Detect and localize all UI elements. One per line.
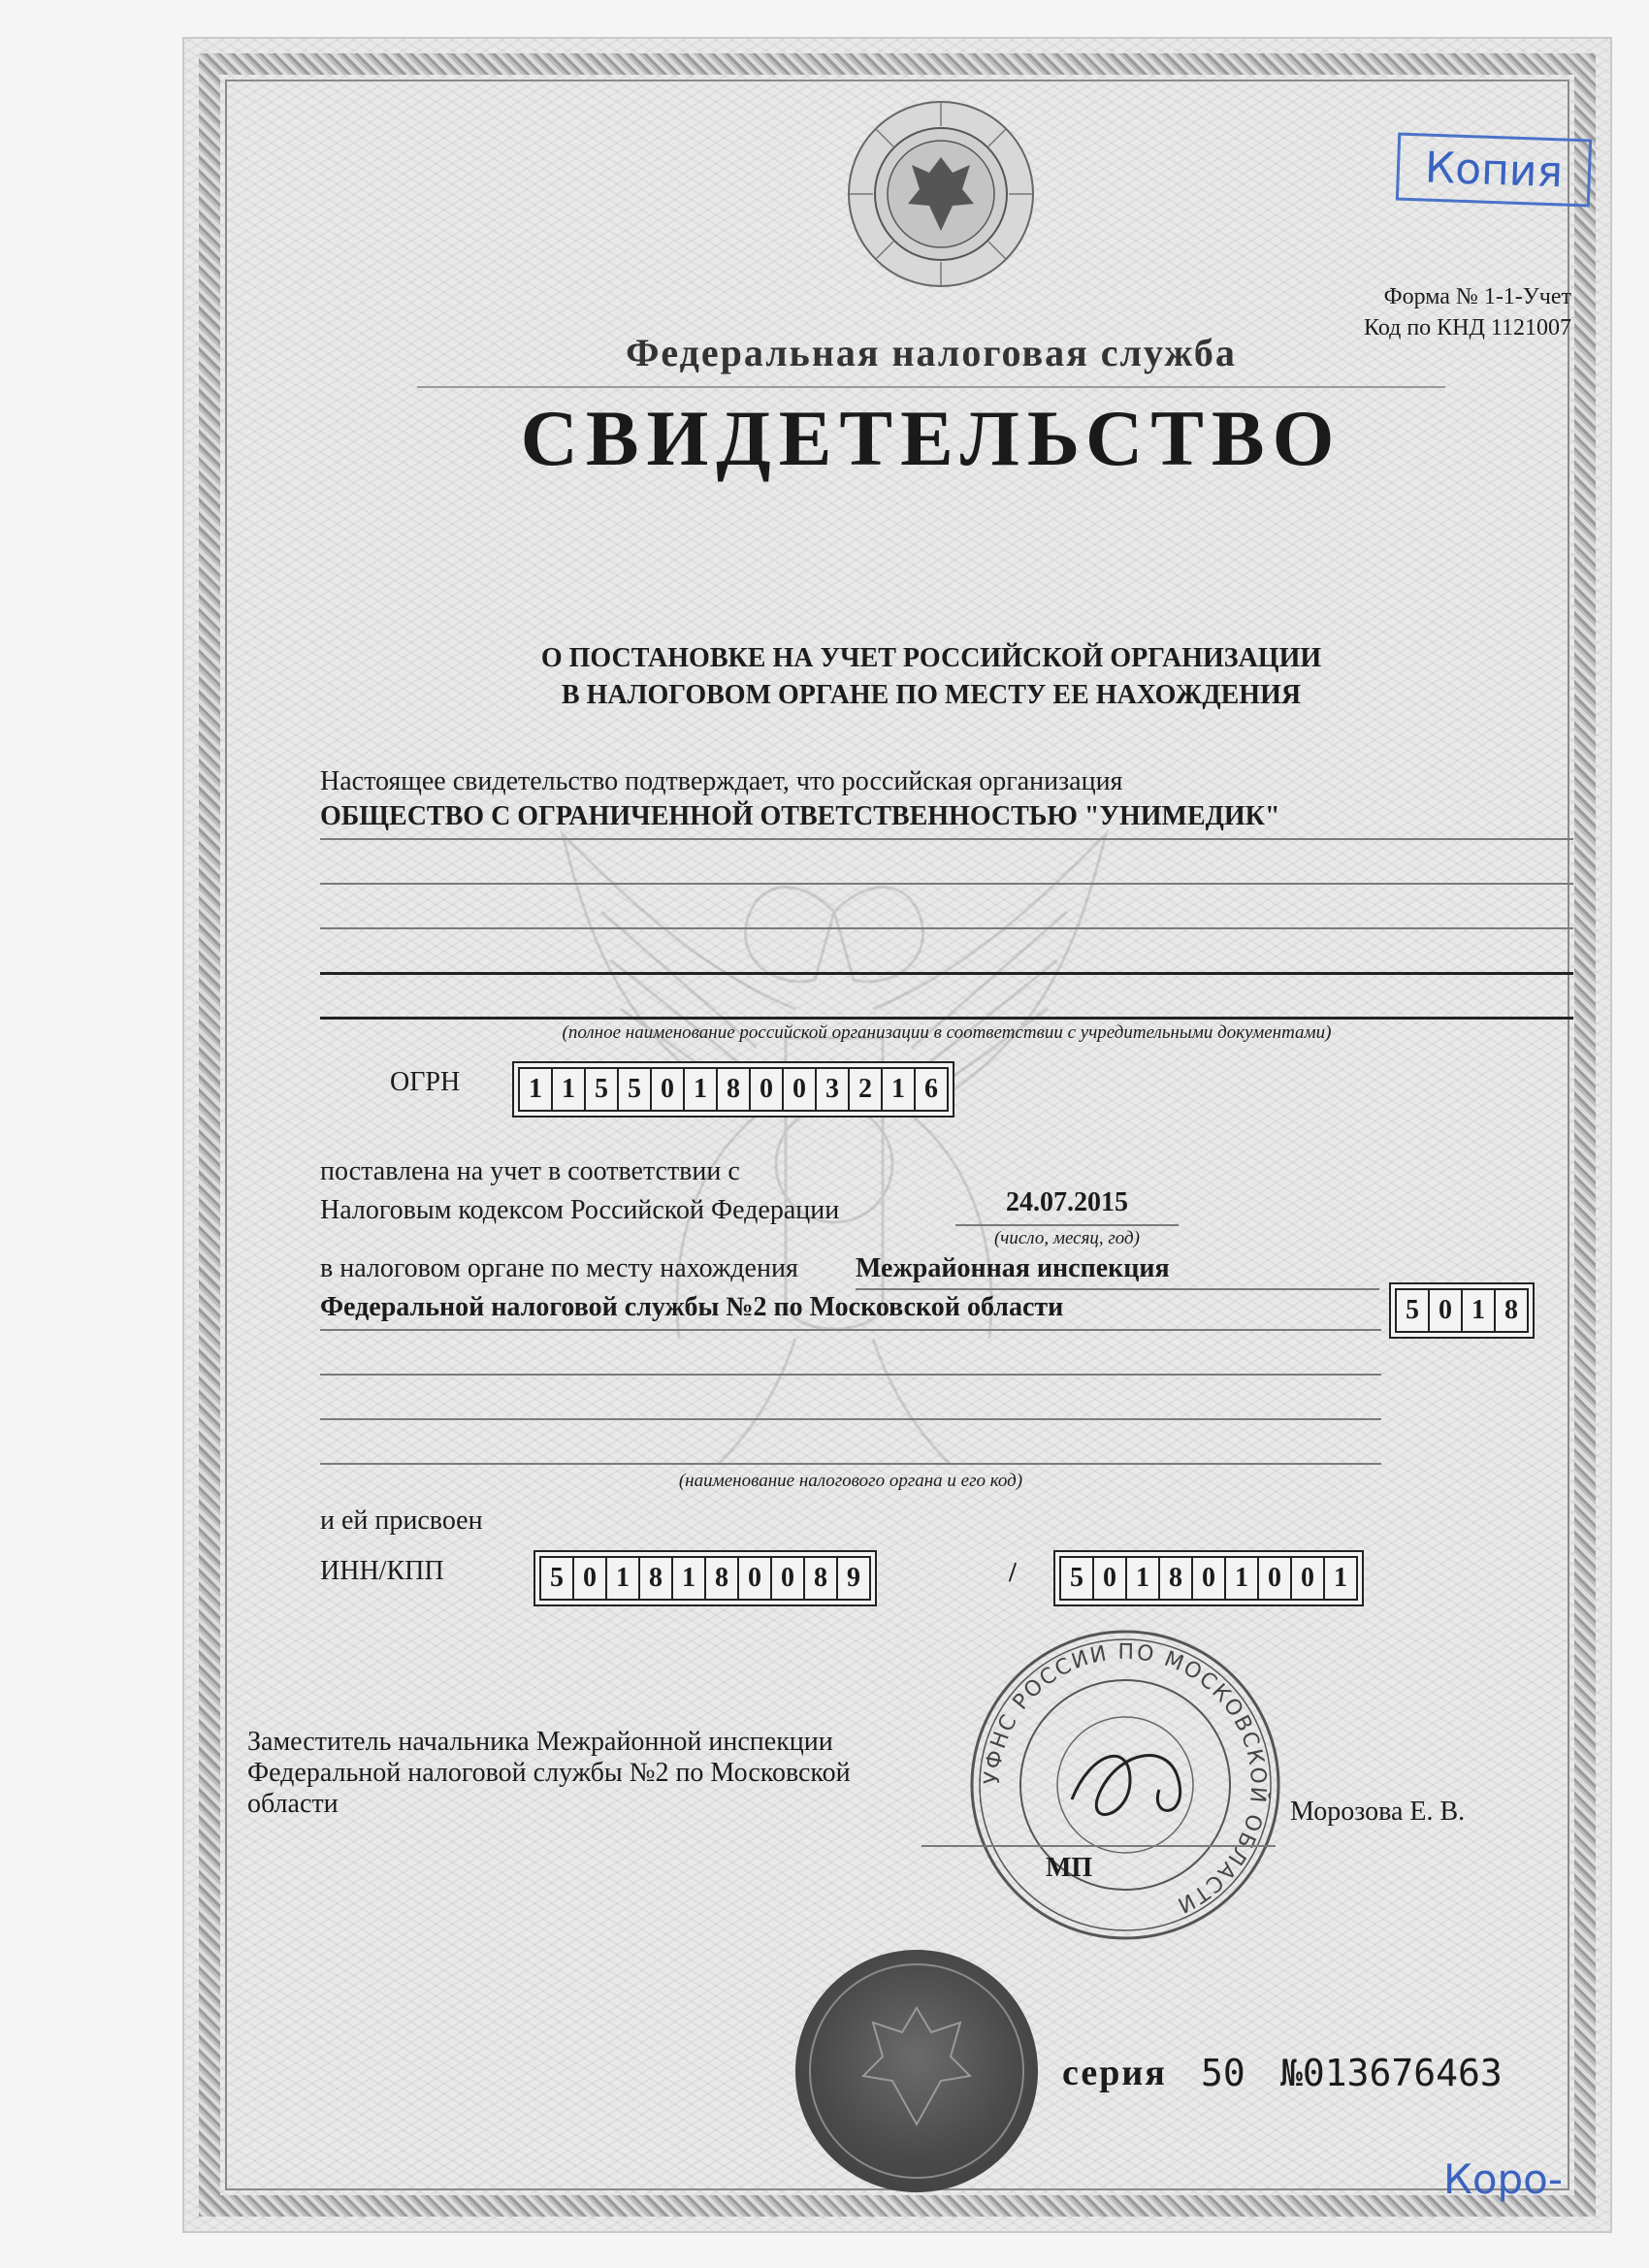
assigned-text: и ей присвоен [320,1506,483,1536]
signatory-name: Морозова Е. В. [1290,1797,1466,1827]
signatory-position-line-3: области [247,1789,339,1819]
registration-date: 24.07.2015 [1006,1187,1128,1217]
series-value: 50 [1201,2052,1245,2094]
date-caption: (число, месяц, год) [993,1228,1140,1248]
org-line-4 [320,972,1573,975]
ogrn-label: ОГРН [390,1067,461,1097]
authority-line-1 [856,1288,1379,1290]
ogrn-digit: 0 [782,1067,817,1112]
document-title: СВИДЕТЕЛЬСТВО [520,394,1342,482]
blue-stamp-fragment: Коро- [1443,2155,1564,2203]
tax-authority-code [1389,1282,1535,1339]
kpp-digit: 1 [1224,1556,1259,1601]
kpp-digit: 0 [1290,1556,1325,1601]
org-line-1 [320,838,1573,840]
fns-emblem-icon [844,97,1038,291]
date-line [955,1224,1179,1226]
tax-code-digit: 1 [1461,1288,1496,1333]
knd-code: Код по КНД 1121007 [1364,315,1571,340]
certificate-number: №013676463 [1280,2052,1503,2094]
inn-digits [534,1550,877,1606]
kpp-digit: 8 [1158,1556,1193,1601]
stamp-text: УФНС РОССИИ ПО МОСКОВСКОЙ ОБЛАСТИ [980,1639,1271,1918]
tax-code-digit: 8 [1494,1288,1529,1333]
ogrn-digit: 5 [584,1067,619,1112]
org-line-2 [320,883,1573,885]
signatory-position-line-1: Заместитель начальника Межрайонной инспекции [247,1727,833,1757]
kpp-digit: 0 [1257,1556,1292,1601]
authority-caption: (наименование налогового органа и его код) [678,1471,1023,1491]
tax-authority-name-1: Межрайонная инспекция [856,1253,1170,1283]
subtitle-line-1: О ПОСТАНОВКЕ НА УЧЕТ РОССИЙСКОЙ ОРГАНИЗАЦИИ [540,643,1322,673]
tax-code-digit: 0 [1428,1288,1463,1333]
org-line-5 [320,1017,1573,1020]
inn-digit: 0 [572,1556,607,1601]
kpp-digit: 0 [1092,1556,1127,1601]
seal-mark: МП [1046,1853,1093,1883]
authority-line-2 [320,1329,1381,1331]
subtitle-line-2: В НАЛОГОВОМ ОРГАНЕ ПО МЕСТУ ЕЕ НАХОЖДЕНИЯ [561,680,1302,710]
ogrn-digit: 2 [848,1067,883,1112]
official-stamp [965,1625,1285,1945]
inn-digit: 1 [605,1556,640,1601]
inn-digit: 5 [539,1556,574,1601]
ogrn-digit: 1 [881,1067,916,1112]
ogrn-digit: 3 [815,1067,850,1112]
inn-digit: 0 [770,1556,805,1601]
ogrn-digit: 6 [914,1067,949,1112]
agency-name: Федеральная налоговая служба [626,331,1237,374]
intro-text: Настоящее свидетельство подтверждает, что российская организация [320,766,1123,796]
ogrn-digit: 0 [650,1067,685,1112]
kpp-digit: 0 [1191,1556,1226,1601]
ogrn-digit: 0 [749,1067,784,1112]
kpp-digit: 1 [1125,1556,1160,1601]
series-label: серия [1062,2053,1167,2093]
ogrn-digits [512,1061,954,1118]
org-caption: (полное наименование российской организации в соответствии с учредительными документами) [562,1022,1332,1043]
signatory-position [247,1727,851,1820]
tax-authority-prefix: в налоговом органе по месту нахождения [320,1253,798,1283]
document-subtitle [310,640,1552,714]
inn-digit: 9 [836,1556,871,1601]
inn-digit: 1 [671,1556,706,1601]
kpp-digit: 1 [1323,1556,1358,1601]
inn-digit: 0 [737,1556,772,1601]
form-number: Форма № 1-1-Учет [1383,284,1571,309]
tax-code-digit: 5 [1395,1288,1430,1333]
embossed-seal-icon [795,1950,1038,2192]
signature-line [922,1845,1276,1847]
registered-line-1: поставлена на учет в соответствии с [320,1156,740,1186]
inn-digit: 8 [704,1556,739,1601]
ogrn-digit: 8 [716,1067,751,1112]
authority-line-4 [320,1418,1381,1420]
organization-name: ОБЩЕСТВО С ОГРАНИЧЕННОЙ ОТВЕТСТВЕННОСТЬЮ "УНИМЕДИК" [320,801,1280,831]
registered-line-2: Налоговым кодексом Российской Федерации [320,1195,840,1225]
authority-line-3 [320,1374,1381,1376]
org-line-3 [320,927,1573,929]
ogrn-digit: 5 [617,1067,652,1112]
inn-kpp-separator: / [1009,1558,1017,1588]
inn-kpp-label: ИНН/КПП [320,1556,444,1586]
eagle-watermark-icon [504,795,1164,1494]
tax-authority-name-2: Федеральной налоговой службы №2 по Московской области [320,1292,1064,1322]
inn-digit: 8 [638,1556,673,1601]
copy-stamp: Копия [1396,133,1592,208]
signatory-position-line-2: Федеральной налоговой службы №2 по Московской [247,1758,851,1788]
inn-digit: 8 [803,1556,838,1601]
ogrn-digit: 1 [683,1067,718,1112]
authority-line-5 [320,1463,1381,1465]
kpp-digit: 5 [1059,1556,1094,1601]
ogrn-digit: 1 [551,1067,586,1112]
ogrn-digit: 1 [518,1067,553,1112]
title-divider [417,386,1445,388]
kpp-digits [1053,1550,1364,1606]
